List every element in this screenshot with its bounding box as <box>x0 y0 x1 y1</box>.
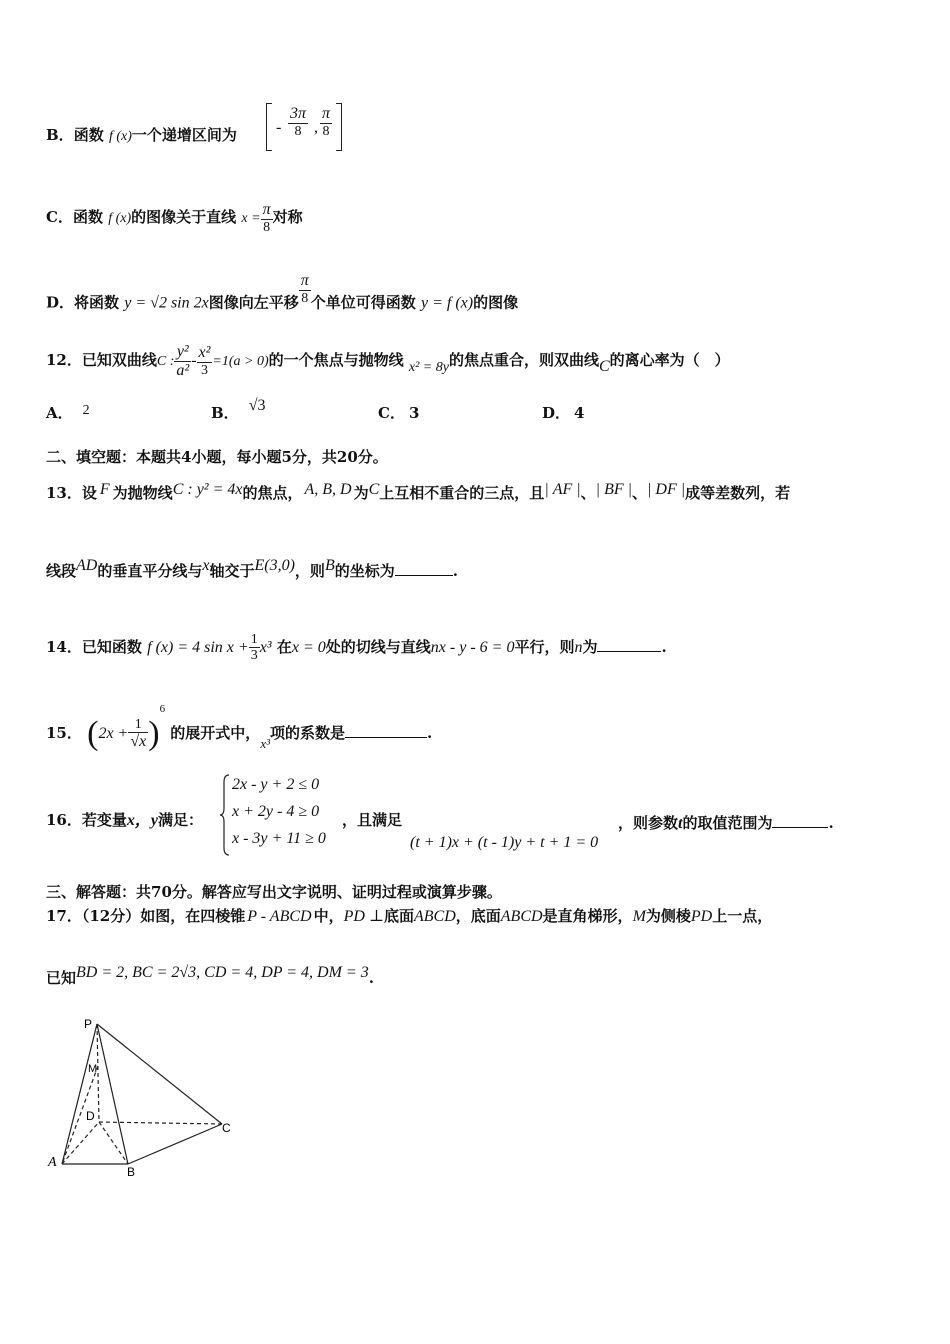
option-label: A． <box>46 404 73 422</box>
answer-blank[interactable] <box>395 561 453 576</box>
math-given: BD = 2, BC = 2√3, CD = 4, DP = 4, DM = 3 <box>76 964 369 981</box>
pyramid-figure <box>40 1010 250 1180</box>
section-heading-fill-in: 二、填空题：本题共4小题，每小题5分，共20分。 <box>46 448 388 466</box>
math-vars: x，y <box>126 812 158 829</box>
option-label: C． <box>46 208 73 226</box>
text: 函数 <box>73 126 104 144</box>
math-segment: AD <box>76 557 98 574</box>
math-term: 2x + <box>98 725 129 742</box>
text: 的垂直平分线与 <box>97 562 203 580</box>
text: 图像向左平移 <box>208 293 299 312</box>
answer-blank[interactable] <box>597 637 661 652</box>
text: 的坐标为 <box>334 562 395 580</box>
text: 的图像 <box>473 293 519 312</box>
math-var: C <box>368 481 380 498</box>
text: 的一个焦点与抛物线 <box>268 351 404 370</box>
text: . <box>452 562 458 580</box>
math-var: t <box>678 815 683 832</box>
section-heading-solutions: 三、解答题：共70分。解答应写出文字说明、证明过程或演算步骤。 <box>46 883 502 901</box>
fraction <box>288 105 308 139</box>
text: ，则 <box>294 562 325 580</box>
text: 一个递增区间为 <box>131 126 237 144</box>
text: 个单位可得函数 <box>310 293 416 312</box>
right-bracket <box>336 103 342 151</box>
denominator: 8 <box>301 290 309 306</box>
text: 的图像关于直线 <box>131 208 237 226</box>
text: 处的切线与直线 <box>325 637 431 656</box>
q15-stem <box>46 703 433 752</box>
text: 对称 <box>272 208 303 226</box>
math-parabola: C : y² = 4x <box>172 481 243 498</box>
text: 已知 <box>46 969 77 987</box>
inequality: 2x - y + 2 ≤ 0 <box>232 776 320 793</box>
math-var: B <box>324 557 335 574</box>
q13-line-2 <box>46 557 458 580</box>
math-term: x³ <box>260 736 270 751</box>
text: 的离心率为（ ） <box>609 351 730 370</box>
question-number: 14． <box>46 637 82 656</box>
math-segment: PD <box>690 908 713 925</box>
text: 的取值范围为 <box>682 814 773 832</box>
text: 为 <box>582 637 598 656</box>
text: 线段 <box>46 562 77 580</box>
text: ，则参数 <box>618 814 679 832</box>
option-value: √3 <box>248 397 266 414</box>
q17-line-1 <box>46 909 772 925</box>
q13-line-1 <box>46 481 791 502</box>
fraction <box>128 717 148 751</box>
option-value: 2 <box>82 403 90 418</box>
minus-sign: - <box>191 352 197 370</box>
math-perp: PD ⊥ <box>343 908 384 925</box>
denominator: a² <box>176 361 190 379</box>
inequality-system <box>232 776 326 857</box>
interval-expression <box>266 103 342 151</box>
left-bracket <box>266 103 272 151</box>
text: 设 <box>81 484 97 502</box>
fraction <box>299 272 311 306</box>
math-term: x³ <box>259 638 272 656</box>
denominator: 8 <box>263 219 271 235</box>
score: （12分） <box>81 907 141 925</box>
q11-option-c <box>46 201 303 235</box>
question-number: 13． <box>46 484 82 502</box>
question-number: 12． <box>46 351 82 370</box>
option-value: 3 <box>408 404 420 422</box>
math-plane: ABCD <box>500 908 543 925</box>
math-function: y = √2 sin 2x <box>124 294 209 312</box>
text: . <box>368 969 374 987</box>
denominator: √x <box>130 733 147 751</box>
math-var: F <box>99 481 110 498</box>
math-var: x <box>202 557 210 574</box>
edge-dc-hidden <box>99 1122 222 1124</box>
numerator: π <box>322 105 331 122</box>
math-parabola: x² = 8y <box>408 360 449 376</box>
text: . <box>661 637 667 656</box>
right-paren: ) <box>148 715 160 752</box>
numerator: x² <box>198 344 211 362</box>
text: 已知双曲线 <box>81 351 157 370</box>
label-m: M <box>88 1063 98 1075</box>
option-value: 4 <box>574 404 585 422</box>
label-c: C <box>222 1121 231 1135</box>
q11-option-d <box>46 272 518 312</box>
q16-condition: (t + 1)x + (t - 1)y + t + 1 = 0 <box>410 834 599 851</box>
answer-blank[interactable] <box>345 723 427 738</box>
text: 将函数 <box>74 293 120 312</box>
option-label: B． <box>46 126 74 144</box>
fraction <box>261 201 273 235</box>
left-paren: ( <box>87 715 99 752</box>
denominator: 3 <box>200 362 208 378</box>
math-points: A, B, D <box>304 481 352 498</box>
text: ，底面 <box>455 907 501 925</box>
q12-option-d <box>542 402 584 423</box>
exponent: 6 <box>159 703 166 715</box>
text: 为侧棱 <box>645 907 691 925</box>
minus-sign: - <box>276 119 282 136</box>
math-function: f (x) = 4 sin x + <box>147 638 249 656</box>
numerator: 1 <box>128 717 148 733</box>
text: 、 <box>632 484 648 502</box>
math-line: nx - y - 6 = 0 <box>430 638 515 656</box>
text: 如图，在四棱锥 <box>140 907 246 925</box>
text: 为 <box>353 484 369 502</box>
text: 的焦点， <box>242 484 303 502</box>
q12-option-b <box>211 397 266 423</box>
label-d: D <box>86 1109 95 1123</box>
math-abs: | DF | <box>647 481 686 498</box>
text: 上一点， <box>712 907 773 925</box>
question-number: 17． <box>46 907 82 925</box>
q11-option-b <box>46 128 237 144</box>
q17-line-2 <box>46 964 374 987</box>
text: 为抛物线 <box>112 484 173 502</box>
q16-stem <box>46 813 203 829</box>
fraction <box>320 105 332 139</box>
q12-option-c <box>378 402 419 423</box>
text: 上互相不重合的三点，且 <box>379 484 545 502</box>
math-pyramid: P - ABCD <box>247 908 312 925</box>
edge-pd-hidden <box>97 1024 99 1122</box>
text: 平行，则 <box>514 637 575 656</box>
option-label: D． <box>46 293 75 312</box>
text: 底面 <box>383 907 414 925</box>
fraction <box>249 632 260 664</box>
option-label: D． <box>542 404 571 422</box>
math-var: M <box>632 908 646 925</box>
text: 成等差数列，若 <box>685 484 791 502</box>
math-curve-name: C : <box>156 354 175 370</box>
edge-bc <box>128 1124 222 1164</box>
numerator: y² <box>174 343 191 362</box>
math-x-eq: x = <box>241 211 261 226</box>
math-var: n <box>574 638 583 656</box>
math-point: x = 0 <box>291 638 326 656</box>
numerator: π <box>300 272 309 289</box>
option-label: B． <box>211 404 239 422</box>
question-number: 15． <box>46 724 82 742</box>
text: . <box>828 814 834 832</box>
question-number: 16． <box>46 811 82 829</box>
fraction <box>197 344 213 378</box>
text: 是直角梯形， <box>542 907 633 925</box>
math-point: E(3,0) <box>254 557 295 574</box>
edge-pa <box>62 1024 97 1164</box>
system-brace <box>220 774 230 856</box>
denominator: 3 <box>250 648 258 664</box>
text: 、 <box>580 484 596 502</box>
math-plane: ABCD <box>413 908 456 925</box>
answer-blank[interactable] <box>772 813 828 828</box>
q16-tail <box>618 813 834 832</box>
math-curve-name: C <box>598 358 610 376</box>
option-label: C． <box>378 404 405 422</box>
math-equation: =1(a > 0) <box>212 354 269 370</box>
math-function: y = f (x) <box>421 294 474 312</box>
math-fx: f (x) <box>108 211 132 226</box>
text: 轴交于 <box>209 562 255 580</box>
q12-stem <box>46 343 730 379</box>
numerator: 3π <box>290 105 307 122</box>
text: 已知函数 <box>81 637 142 656</box>
numerator: 1 <box>250 632 258 647</box>
math-abs: | AF | <box>544 481 581 498</box>
text: 项的系数是 <box>269 724 345 742</box>
text: 在 <box>276 637 292 656</box>
denominator: 8 <box>294 123 302 139</box>
label-p: P <box>84 1017 93 1031</box>
text: 的焦点重合，则双曲线 <box>448 351 599 370</box>
text: 函数 <box>72 208 103 226</box>
q16-condition-text: ，且满足 <box>342 811 403 829</box>
comma: , <box>314 119 318 136</box>
inequality: x - 3y + 11 ≥ 0 <box>232 830 326 847</box>
text: . <box>427 724 433 742</box>
inequality: x + 2y - 4 ≥ 0 <box>232 803 320 820</box>
text: 的展开式中， <box>170 724 261 742</box>
denominator: 8 <box>322 123 330 139</box>
text: 中， <box>313 907 344 925</box>
label-a: A <box>48 1155 57 1170</box>
math-abs: | BF | <box>595 481 633 498</box>
fraction <box>174 343 191 379</box>
q12-option-a <box>46 402 90 423</box>
label-b: B <box>127 1165 136 1179</box>
math-fx: f (x) <box>108 129 132 144</box>
text: 若变量 <box>81 811 127 829</box>
text: 满足： <box>158 811 204 829</box>
q14-stem <box>46 632 667 664</box>
numerator: π <box>262 201 271 218</box>
